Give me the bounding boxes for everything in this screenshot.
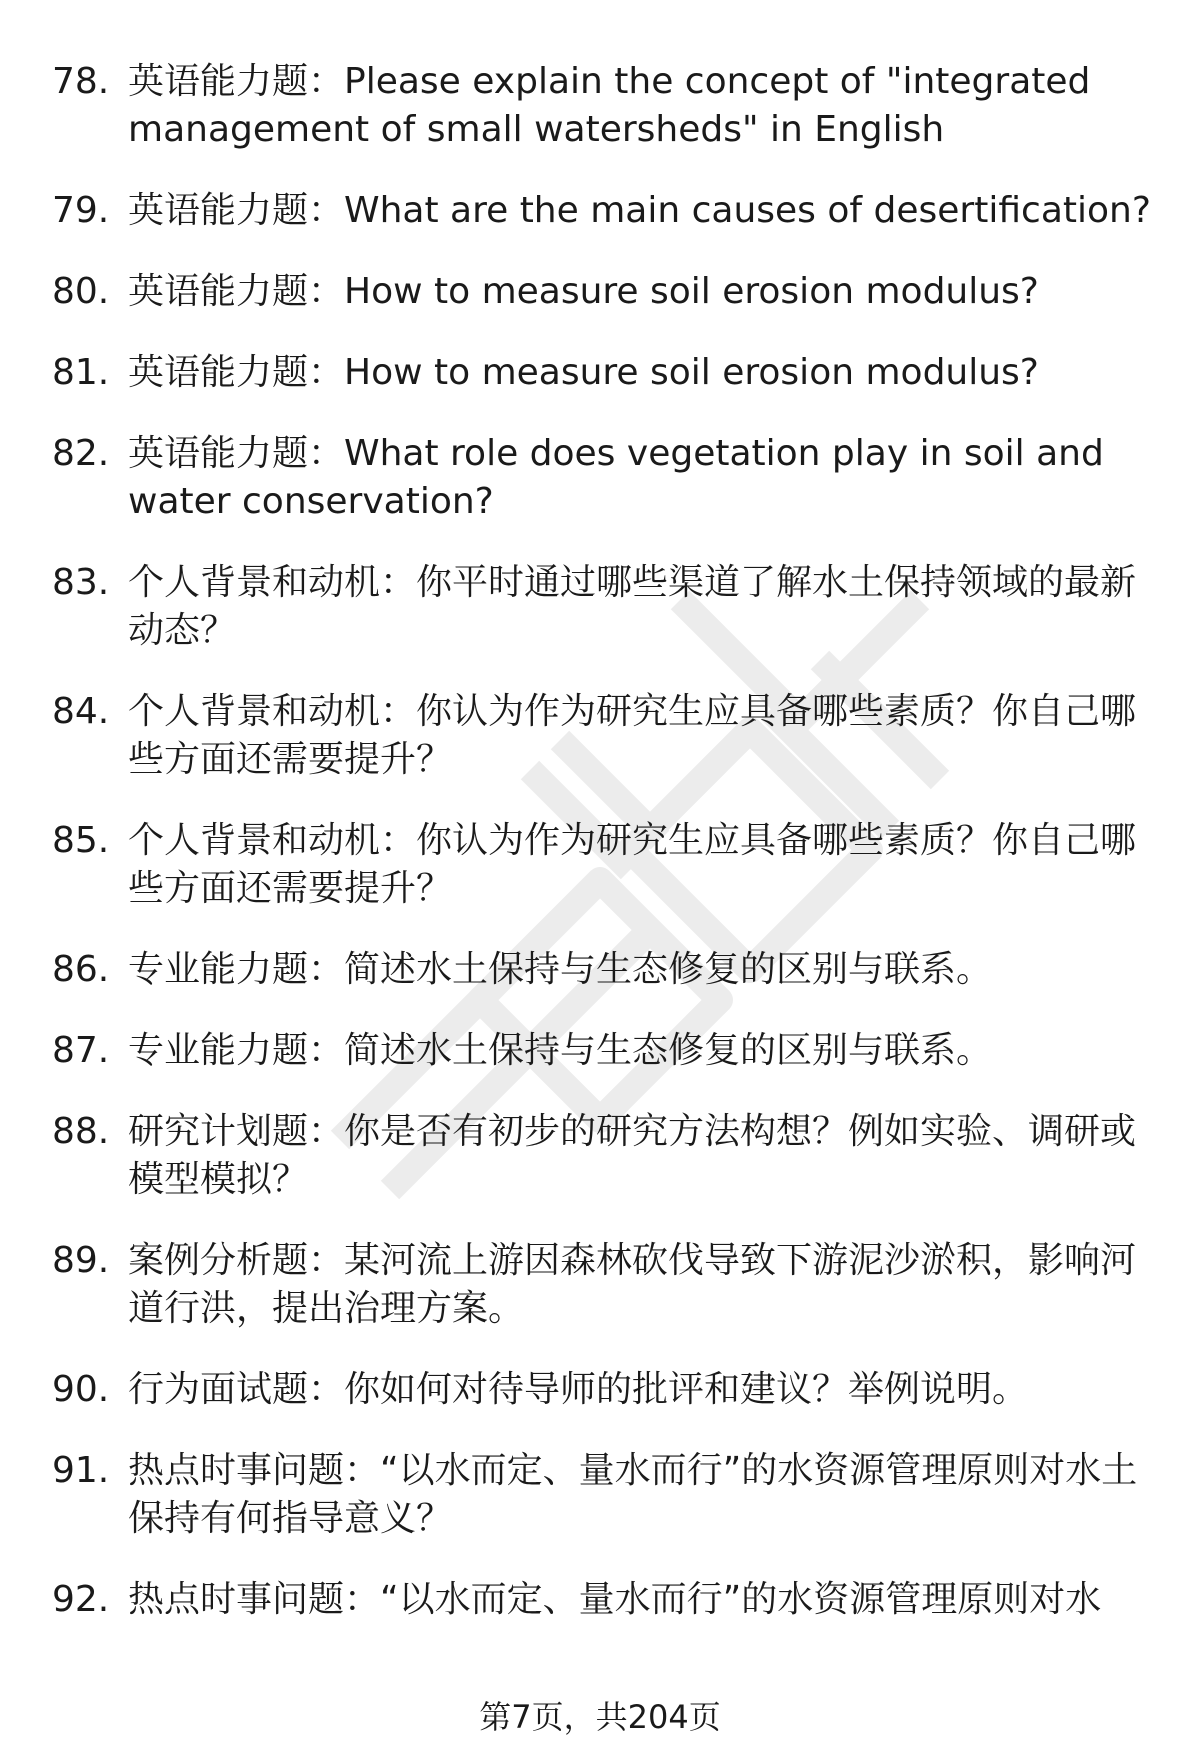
question-item	[0, 58, 1200, 154]
question-text: 个人背景和动机：你认为作为研究生应具备哪些素质？你自己哪些方面还需要提升？	[128, 691, 1137, 780]
question-text: 英语能力题：What role does vegetation play in soil and water conservation?	[128, 433, 1104, 522]
question-text: 专业能力题：简述水土保持与生态修复的区别与联系。	[128, 949, 993, 990]
question-number: 85.	[52, 820, 110, 861]
question-number: 89.	[52, 1240, 110, 1281]
question-number: 90.	[52, 1369, 110, 1410]
question-item	[0, 268, 1200, 316]
question-item	[0, 1108, 1200, 1204]
question-text: 研究计划题：你是否有初步的研究方法构想？例如实验、调研或模型模拟？	[128, 1111, 1137, 1200]
question-text: 个人背景和动机：你认为作为研究生应具备哪些素质？你自己哪些方面还需要提升？	[128, 820, 1137, 909]
question-item	[0, 559, 1200, 655]
question-item	[0, 1027, 1200, 1075]
question-list	[0, 58, 1200, 1657]
question-item	[0, 430, 1200, 526]
question-number: 88.	[52, 1111, 110, 1152]
question-item	[0, 1237, 1200, 1333]
question-number: 78.	[52, 61, 110, 102]
question-text: 英语能力题：Please explain the concept of "integrated management of small watersheds" in English	[128, 61, 1091, 150]
question-text: 专业能力题：简述水土保持与生态修复的区别与联系。	[128, 1030, 993, 1071]
question-item	[0, 688, 1200, 784]
question-number: 82.	[52, 433, 110, 474]
question-item	[0, 1447, 1200, 1543]
question-text: 英语能力题：What are the main causes of desertification?	[128, 190, 1151, 231]
question-text: 案例分析题：某河流上游因森林砍伐导致下游泥沙淤积，影响河道行洪，提出治理方案。	[128, 1240, 1137, 1329]
question-number: 91.	[52, 1450, 110, 1491]
question-number: 79.	[52, 190, 110, 231]
question-item	[0, 1366, 1200, 1414]
question-item	[0, 187, 1200, 235]
question-text: 英语能力题：How to measure soil erosion modulus?	[128, 352, 1039, 393]
question-number: 87.	[52, 1030, 110, 1071]
question-number: 84.	[52, 691, 110, 732]
question-item	[0, 1576, 1200, 1624]
question-text: 英语能力题：How to measure soil erosion modulus?	[128, 271, 1039, 312]
question-text: 个人背景和动机：你平时通过哪些渠道了解水土保持领域的最新动态？	[128, 562, 1137, 651]
question-text: 行为面试题：你如何对待导师的批评和建议？举例说明。	[128, 1369, 1029, 1410]
page-footer: 第7页，共204页	[479, 1698, 721, 1736]
question-item	[0, 817, 1200, 913]
question-text: 热点时事问题：“以水而定、量水而行”的水资源管理原则对水土保持有何指导意义？	[128, 1450, 1138, 1539]
question-item	[0, 349, 1200, 397]
question-text: 热点时事问题：“以水而定、量水而行”的水资源管理原则对水	[128, 1579, 1102, 1620]
question-number: 81.	[52, 352, 110, 393]
question-number: 92.	[52, 1579, 110, 1620]
question-number: 86.	[52, 949, 110, 990]
question-number: 83.	[52, 562, 110, 603]
question-item	[0, 946, 1200, 994]
question-number: 80.	[52, 271, 110, 312]
